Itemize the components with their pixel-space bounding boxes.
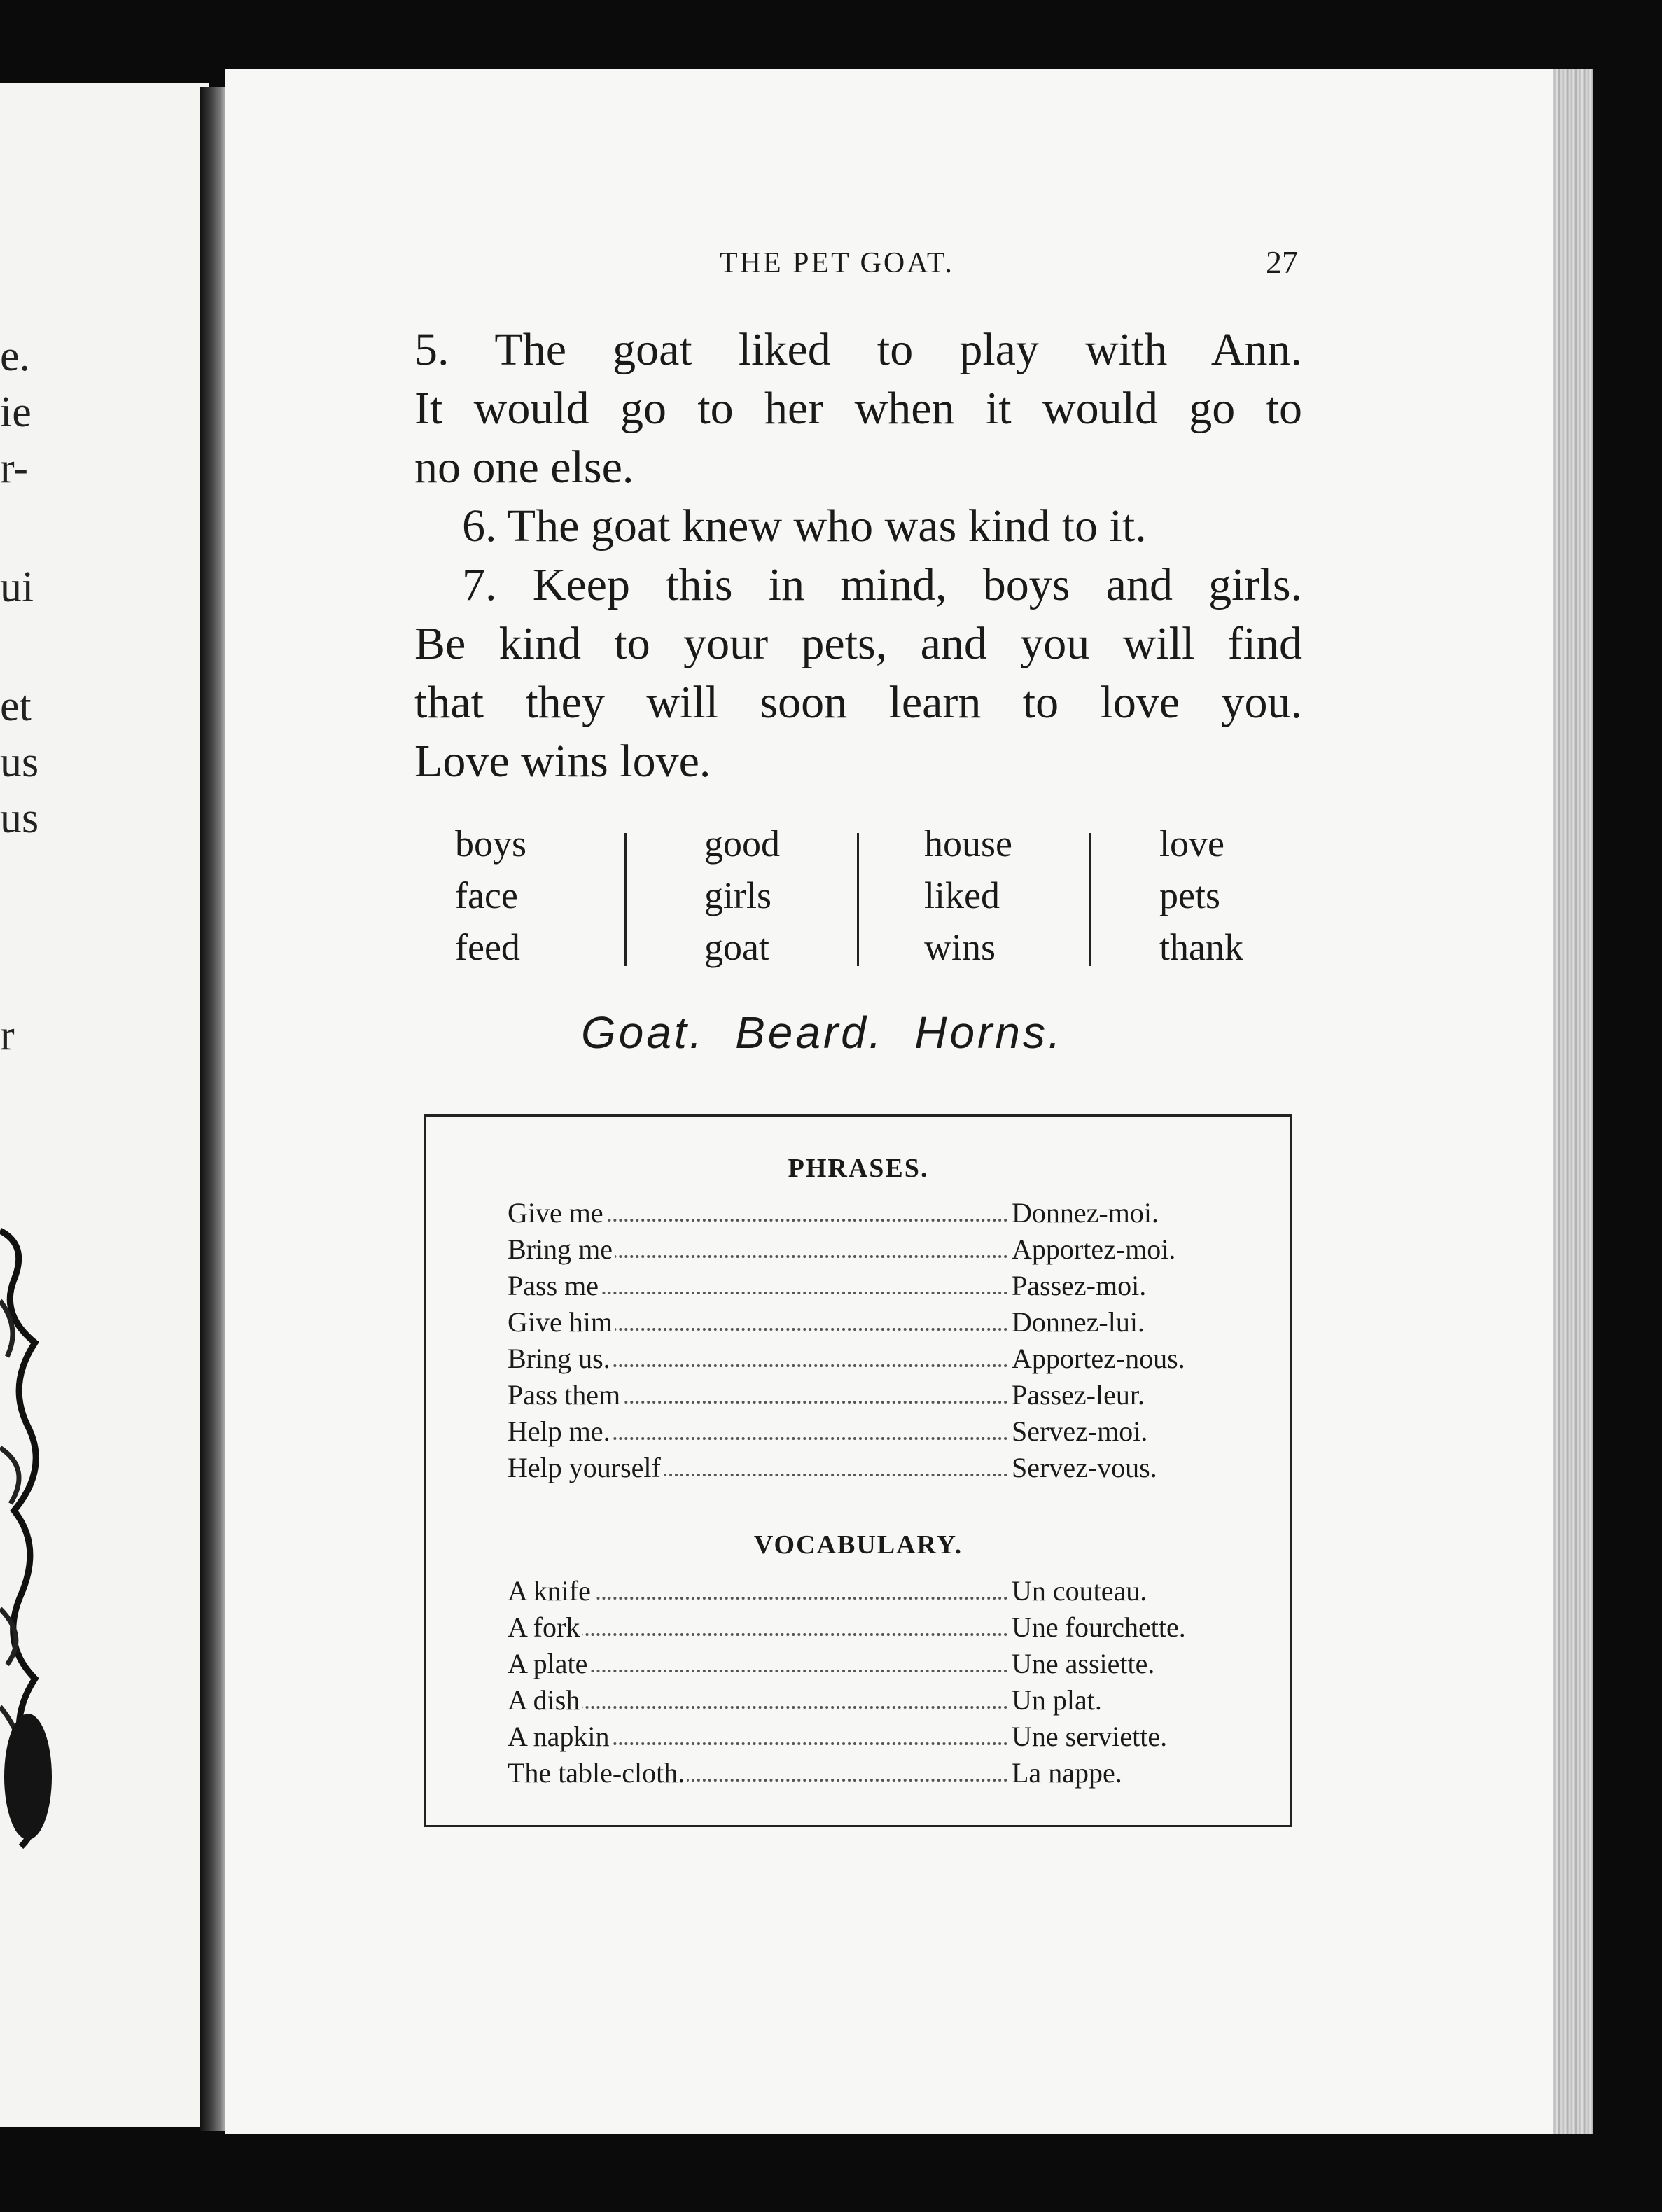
left-page-fragment: e. <box>0 332 31 380</box>
vocabulary-row <box>508 1718 1208 1755</box>
vocabulary-heading: VOCABULARY. <box>753 1530 963 1560</box>
word: thank <box>1159 926 1243 968</box>
vocabulary-french: Une serviette. <box>1012 1721 1168 1752</box>
phrase-english: Give him <box>508 1304 615 1340</box>
phrase-english: Help me. <box>508 1413 613 1450</box>
phrase-french: Donnez-moi. <box>1012 1197 1159 1228</box>
left-page-fragment: r <box>0 1011 15 1059</box>
phrase-english: Bring us. <box>508 1340 613 1377</box>
book-gutter <box>200 88 228 2132</box>
left-page-fragment: ie <box>0 388 32 436</box>
left-page-fragment: us <box>0 794 39 842</box>
word: good <box>704 822 780 864</box>
vocabulary-english: The table-cloth. <box>508 1755 687 1791</box>
word-list <box>455 818 1281 972</box>
vocabulary-english: A plate <box>508 1646 590 1682</box>
phrase-row <box>508 1268 1208 1304</box>
vocabulary-english: A dish <box>508 1682 582 1718</box>
left-facing-page <box>0 83 209 2127</box>
vocabulary-french: Une assiette. <box>1012 1648 1155 1679</box>
paragraph-line: Be kind to your pets, and you will find <box>414 618 1302 669</box>
phrase-french: Donnez-lui. <box>1012 1306 1145 1338</box>
phrase-english: Pass me <box>508 1268 601 1304</box>
word-column <box>1159 818 1243 973</box>
word-column <box>704 818 780 973</box>
paragraph-line: Love wins love. <box>414 736 711 787</box>
word-column <box>924 818 1012 973</box>
word: goat <box>704 926 769 968</box>
paragraph-line: that they will soon learn to love you. <box>414 677 1302 728</box>
phrase-french: Apportez-moi. <box>1012 1233 1176 1265</box>
page-edges <box>1553 69 1593 2134</box>
phrase-row <box>508 1377 1208 1413</box>
script-caption: Goat. Beard. Horns. <box>581 1007 1063 1058</box>
word: love <box>1159 822 1224 864</box>
column-divider <box>857 833 859 966</box>
word: girls <box>704 874 772 916</box>
vocabulary-row <box>508 1573 1208 1609</box>
word: boys <box>455 822 527 864</box>
vocabulary-french: La nappe. <box>1012 1757 1122 1788</box>
left-page-fragment: us <box>0 738 39 786</box>
vocabulary-english: A fork <box>508 1609 582 1646</box>
phrase-english: Help yourself <box>508 1450 664 1486</box>
vocabulary-english: A knife <box>508 1573 594 1609</box>
phrase-english: Give me <box>508 1195 606 1231</box>
vocabulary-row <box>508 1609 1208 1646</box>
phrase-french: Servez-moi. <box>1012 1415 1148 1447</box>
column-divider <box>1089 833 1091 966</box>
phrase-english: Bring me <box>508 1231 615 1268</box>
left-page-fragment: ui <box>0 564 34 611</box>
paragraph-line: 6. The goat knew who was kind to it. <box>462 500 1147 552</box>
word: feed <box>455 926 520 968</box>
vocabulary-french: Une fourchette. <box>1012 1611 1186 1643</box>
paragraph-line: no one else. <box>414 442 634 493</box>
paragraph-line: 7. Keep this in mind, boys and girls. <box>462 559 1302 610</box>
phrase-row <box>508 1450 1208 1486</box>
phrase-french: Passez-moi. <box>1012 1270 1147 1301</box>
illustration-fragment <box>0 1217 63 1882</box>
left-page-fragment: et <box>0 682 32 730</box>
page-number: 27 <box>1266 244 1298 280</box>
phrase-french: Servez-vous. <box>1012 1452 1157 1483</box>
word: face <box>455 874 518 916</box>
phrases-vocabulary-box <box>424 1114 1292 1827</box>
phrase-row <box>508 1304 1208 1340</box>
phrase-french: Passez-leur. <box>1012 1379 1145 1410</box>
paragraph-line: 5. The goat liked to play with Ann. <box>414 324 1302 375</box>
paragraph-line: It would go to her when it would go to <box>414 383 1302 434</box>
word-column <box>455 818 526 973</box>
word: house <box>924 822 1012 864</box>
left-page-fragment: r- <box>0 444 29 492</box>
phrase-english: Pass them <box>508 1377 623 1413</box>
vocabulary-french: Un plat. <box>1012 1684 1102 1716</box>
phrase-french: Apportez-nous. <box>1012 1343 1185 1374</box>
running-head: THE PET GOAT. <box>720 247 954 279</box>
word: liked <box>924 874 1000 916</box>
word: pets <box>1159 874 1220 916</box>
phrases-heading: PHRASES. <box>788 1154 929 1183</box>
vocabulary-row <box>508 1755 1208 1791</box>
vocabulary-french: Un couteau. <box>1012 1575 1147 1606</box>
phrase-row <box>508 1340 1208 1377</box>
vocabulary-english: A napkin <box>508 1718 613 1755</box>
phrase-row <box>508 1231 1208 1268</box>
vocabulary-row <box>508 1682 1208 1718</box>
word: wins <box>924 926 996 968</box>
vocabulary-row <box>508 1646 1208 1682</box>
phrase-row <box>508 1413 1208 1450</box>
column-divider <box>624 833 627 966</box>
phrase-row <box>508 1195 1208 1231</box>
